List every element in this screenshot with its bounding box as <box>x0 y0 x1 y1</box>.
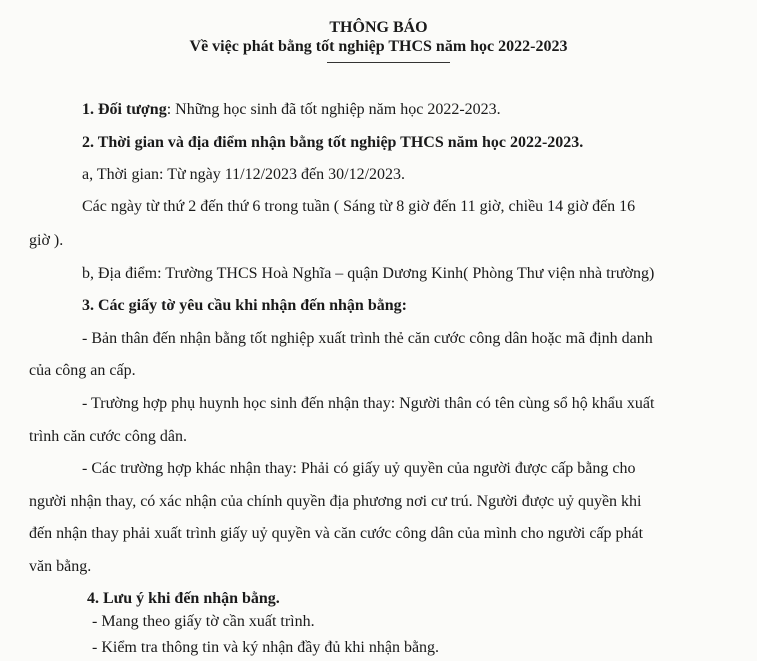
section-3-item1-line1: - Bản thân đến nhận bằng tốt nghiệp xuất trình thẻ căn cước công dân hoặc mã định danh <box>82 330 653 347</box>
section-2-schedule-line2: giờ ). <box>29 232 64 249</box>
section-4-heading: 4. Lưu ý khi đến nhận bằng. <box>87 590 280 607</box>
section-3-item2-line1: - Trường hợp phụ huynh học sinh đến nhận thay: Người thân có tên cùng sổ hộ khẩu xuất <box>82 395 655 412</box>
section-3-item3-line3: đến nhận thay phải xuất trình giấy uỷ quyền và căn cước công dân của mình cho người cấp phát <box>29 525 644 542</box>
section-2-schedule-line1: Các ngày từ thứ 2 đến thứ 6 trong tuần ( Sáng từ 8 giờ đến 11 giờ, chiều 14 giờ đến 16 <box>82 198 636 215</box>
section-4-item2: - Kiểm tra thông tin và ký nhận đầy đủ khi nhận bằng. <box>92 639 440 656</box>
section-2-heading: 2. Thời gian và địa điểm nhận bằng tốt nghiệp THCS năm học 2022-2023. <box>82 134 584 151</box>
section-1-heading: 1. Đối tượng <box>82 101 167 118</box>
section-1-text: : Những học sinh đã tốt nghiệp năm học 2022-2023. <box>166 101 501 118</box>
section-3-item3-line4: văn bằng. <box>29 558 92 575</box>
title-underline <box>327 62 450 63</box>
section-1 <box>82 100 501 120</box>
section-3-item2-line2: trình căn cước công dân. <box>29 428 187 445</box>
section-2-place: b, Địa điểm: Trường THCS Hoà Nghĩa – quận Dương Kinh( Phòng Thư viện nhà trường) <box>82 265 655 282</box>
section-3-item1-line2: của công an cấp. <box>29 362 136 379</box>
section-3-item3-line1: - Các trường hợp khác nhận thay: Phải có giấy uỷ quyền của người được cấp bằng cho <box>82 460 636 477</box>
section-4-item1: - Mang theo giấy tờ cần xuất trình. <box>92 613 315 630</box>
section-3-item3-line2: người nhận thay, có xác nhận của chính quyền địa phương nơi cư trú. Người được uỷ quyền khi <box>29 493 642 510</box>
notice-subtitle: Về việc phát bằng tốt nghiệp THCS năm học 2022-2023 <box>189 38 568 55</box>
section-3-heading: 3. Các giấy tờ yêu cầu khi nhận đến nhận bằng: <box>82 297 407 314</box>
notice-title: THÔNG BÁO <box>329 19 428 36</box>
section-2-time: a, Thời gian: Từ ngày 11/12/2023 đến 30/12/2023. <box>82 166 406 183</box>
